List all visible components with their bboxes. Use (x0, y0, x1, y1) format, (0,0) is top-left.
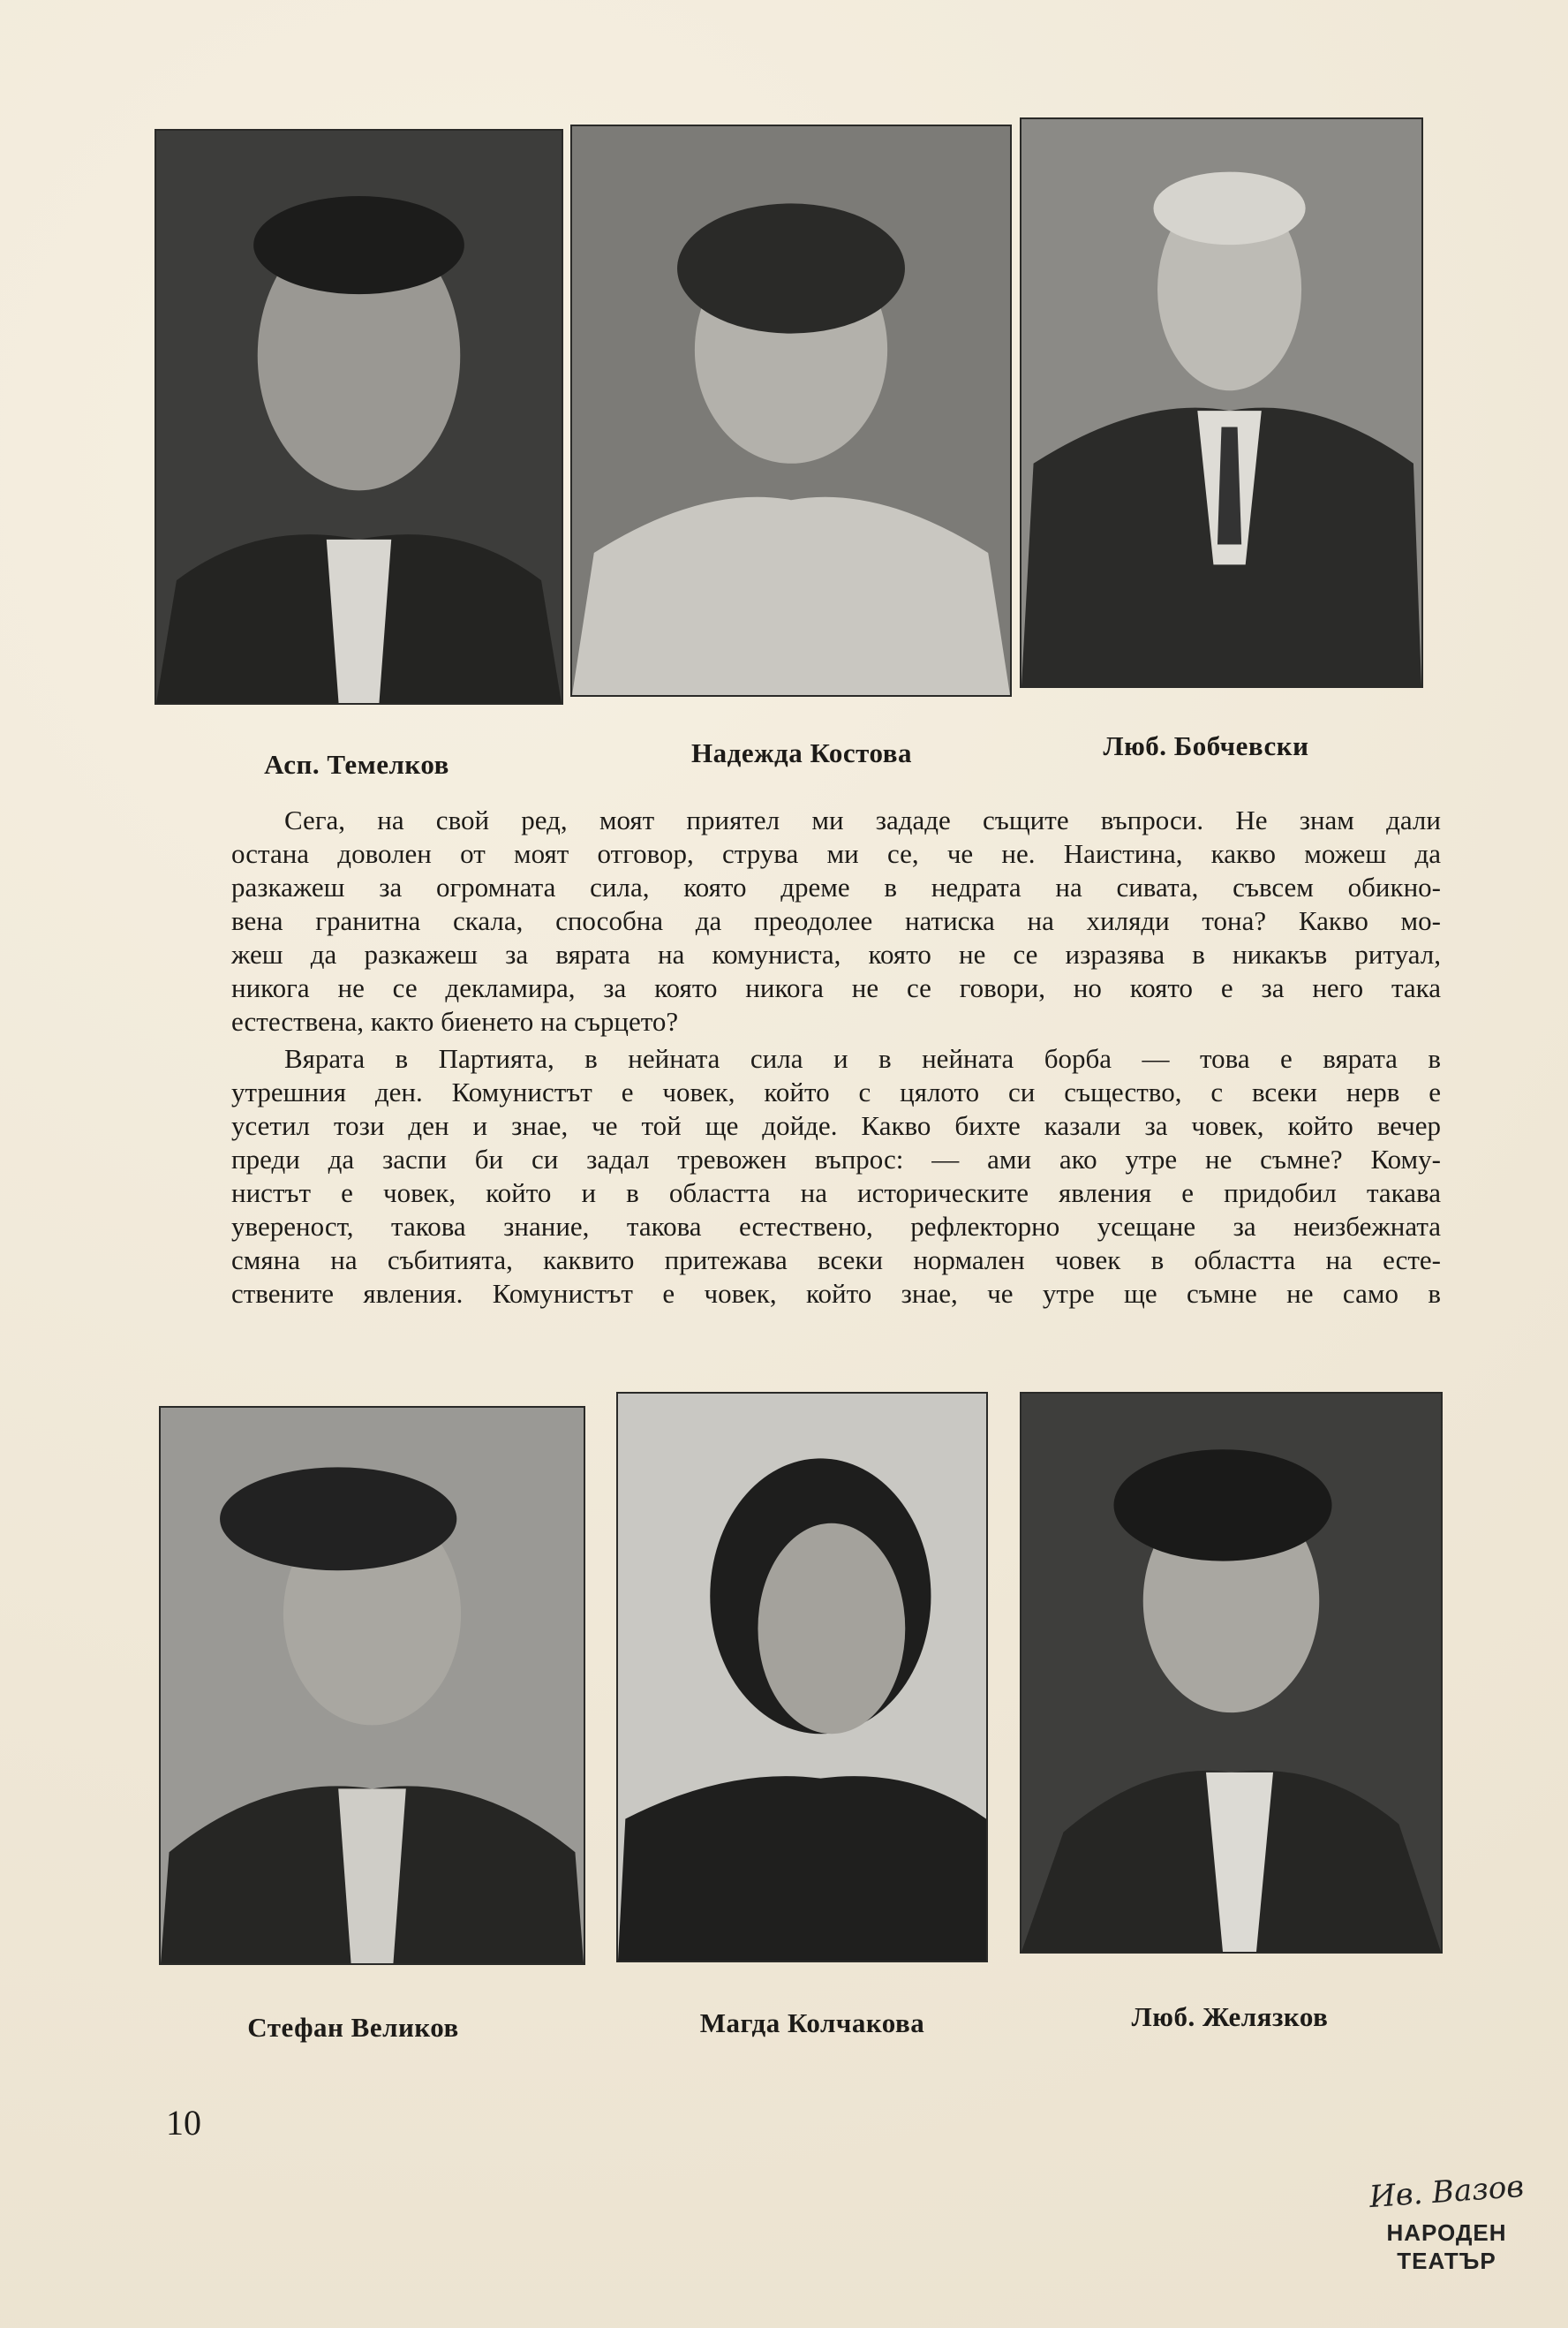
paragraph-2 (231, 1042, 1441, 1311)
portrait-photo-bobchevski (1021, 119, 1421, 686)
text-line: ствените явления. Комунистът е човек, който знае, че утре ще съмне не само в (231, 1278, 1441, 1309)
body-text (231, 804, 1441, 1311)
portrait-photo-kostova (572, 126, 1010, 695)
portrait-photo-velikov (161, 1408, 584, 1963)
national-theatre-logo (1365, 2168, 1528, 2275)
logo-line-1: НАРОДЕН (1386, 2219, 1507, 2246)
caption-velikov: Стефан Великов (247, 2012, 459, 2043)
text-line: остана доволен от моят отговор, струва ми се, че не. Наистина, какво можеш да (231, 838, 1441, 869)
caption-temelkov: Асп. Темелков (264, 749, 449, 780)
paragraph-1 (231, 804, 1441, 1039)
text-line: жеш да разкажеш за вярата на комуниста, която не се изразява в никакъв ритуал, (231, 939, 1441, 970)
text-line: разкажеш за огромната сила, която дреме в недрата на сивата, съвсем обикно- (231, 872, 1441, 903)
caption-kolchakova: Магда Колчакова (699, 2007, 925, 2038)
text-line: Сега, на свой ред, моят приятел ми зададе същите въпроси. Не знам дали (284, 805, 1441, 835)
text-line: усетил този ден и знае, че той ще дойде. Какво бихте казали за човек, който вечер (231, 1110, 1441, 1141)
text-line: смяна на събитията, каквито притежава всеки нормален човек в областта на есте- (231, 1244, 1441, 1275)
caption-bobchevski: Люб. Бобчевски (1103, 730, 1309, 761)
caption-zhelyazkov: Люб. Желязков (1131, 2001, 1329, 2032)
text-line: естествена, както биенето на сърцето? (231, 1006, 679, 1037)
text-line: увереност, такова знание, такова естествено, рефлекторно усещане за неизбежната (231, 1211, 1441, 1242)
text-line: утрешния ден. Комунистът е човек, който с цялото си същество, с всеки нерв е (231, 1077, 1441, 1107)
page-number: 10 (166, 2103, 201, 2143)
portrait-photo-temelkov (156, 131, 562, 703)
portrait-photo-zhelyazkov (1021, 1394, 1441, 1952)
text-line: преди да заспи би си задал тревожен въпрос: — ами ако утре не съмне? Кому- (231, 1144, 1441, 1175)
portrait-photo-kolchakova (618, 1394, 986, 1961)
text-line: никога не се декламира, за която никога не се говори, но която е за него така (231, 972, 1441, 1003)
text-line: вена гранитна скала, способна да преодолее натиска на хиляди тона? Какво мо- (231, 905, 1441, 936)
caption-kostova: Надежда Костова (691, 737, 912, 768)
logo-script: Ив. Вазов (1368, 2168, 1526, 2216)
text-line: Вярата в Партията, в нейната сила и в нейната борба — това е вярата в (284, 1043, 1441, 1074)
logo-line-2: ТЕАТЪР (1397, 2248, 1496, 2274)
text-line: нистът е човек, който и в областта на историческите явления е придобил такава (231, 1177, 1441, 1208)
